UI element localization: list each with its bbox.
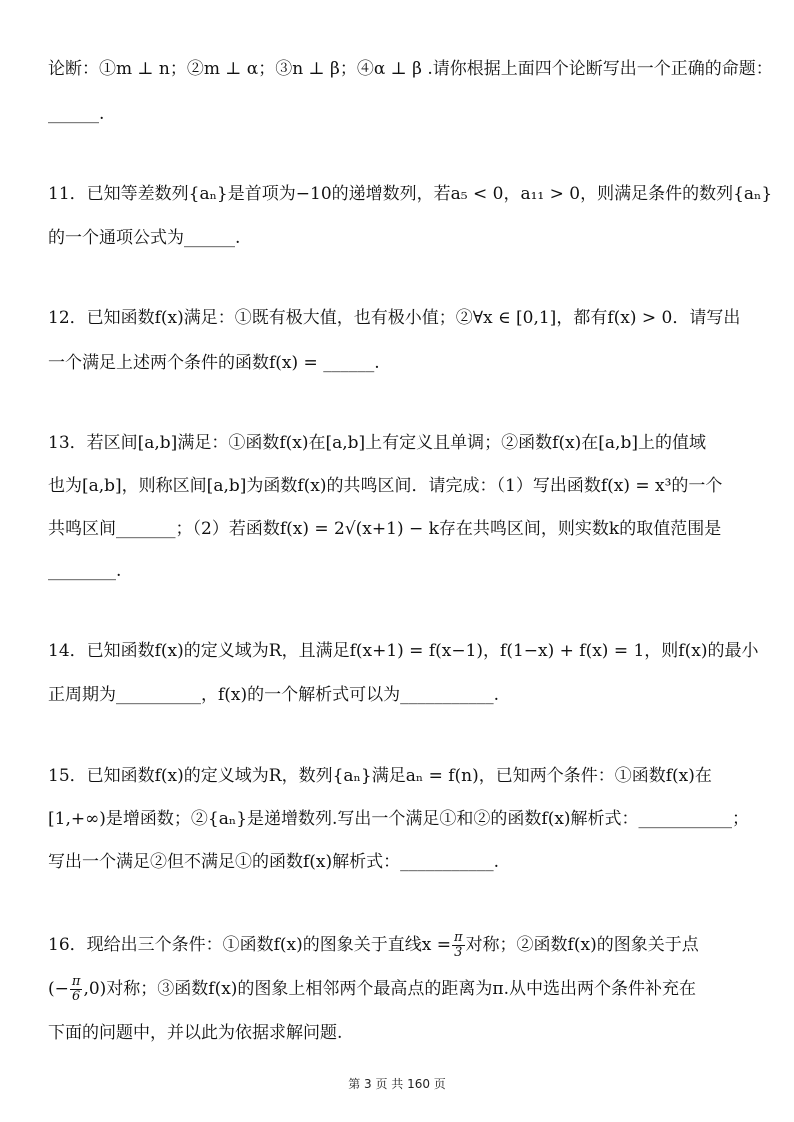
- q15-line-2: [1,+∞)是增函数；②{aₙ}是递增数列.写出一个满足①和②的函数f(x)解析式：___________；: [48, 809, 750, 829]
- q16-line-1-post: 对称；②函数f(x)的图象关于点: [465, 935, 699, 955]
- fraction-numerator: π: [71, 974, 81, 989]
- fraction-numerator: π: [454, 930, 463, 945]
- q10-line-2: ______.: [48, 104, 105, 124]
- q13-line-2: 也为[a,b]，则称区间[a,b]为函数f(x)的共鸣区间．请完成：（1）写出函数f(x) = x³的一个: [48, 476, 723, 496]
- fraction-denominator: 6: [72, 989, 81, 1004]
- pi-over-6-fraction: [70, 975, 83, 1004]
- page-footer: 第 3 页 共 160 页: [348, 1077, 446, 1091]
- q11-line-2: 的一个通项公式为______.: [48, 228, 241, 248]
- q11-line-1: 11．已知等差数列{aₙ}是首项为−10的递增数列，若a₅ < 0，a₁₁ > 0，则满足条件的数列{aₙ}: [48, 184, 773, 204]
- q14-line-2: 正周期为__________，f(x)的一个解析式可以为___________.: [48, 685, 500, 705]
- q16-line-3: 下面的问题中，并以此为依据求解问题.: [48, 1023, 343, 1043]
- q12-line-1: 12．已知函数f(x)满足：①既有极大值，也有极小值；②∀x ∈ [0,1]，都有f(x) > 0．请写出: [48, 308, 741, 328]
- q15-line-1: 15．已知函数f(x)的定义域为R，数列{aₙ}满足aₙ = f(n)，已知两个条件：①函数f(x)在: [48, 766, 712, 786]
- q16-line-2-post: ,0)对称；③函数f(x)的图象上相邻两个最高点的距离为π.从中选出两个条件补充在: [83, 979, 697, 999]
- fraction-denominator: 3: [454, 945, 463, 960]
- q13-line-4: ________.: [48, 561, 122, 581]
- q10-line-1: 论断：①m ⊥ n；②m ⊥ α；③n ⊥ β；④α ⊥ β .请你根据上面四个论断写出一个正确的命题：: [48, 59, 773, 79]
- pi-over-3-fraction: [452, 931, 465, 960]
- q16-line-2-pre: (−: [48, 979, 69, 999]
- q13-line-1: 13．若区间[a,b]满足：①函数f(x)在[a,b]上有定义且单调；②函数f(x)在[a,b]上的值域: [48, 433, 706, 453]
- q16-line-2: [48, 975, 758, 1004]
- q14-line-1: 14．已知函数f(x)的定义域为R，且满足f(x+1) = f(x−1)，f(1−x) + f(x) = 1，则f(x)的最小: [48, 641, 759, 661]
- q16-line-1-pre: 16．现给出三个条件：①函数f(x)的图象关于直线x =: [48, 935, 452, 955]
- q13-line-3: 共鸣区间_______；（2）若函数f(x) = 2√(x+1) − k存在共鸣区间，则实数k的取值范围是: [48, 519, 722, 539]
- q15-line-3: 写出一个满足②但不满足①的函数f(x)解析式：___________.: [48, 852, 500, 872]
- q12-line-2: 一个满足上述两个条件的函数f(x) = ______.: [48, 353, 380, 373]
- q16-line-1: [48, 931, 758, 960]
